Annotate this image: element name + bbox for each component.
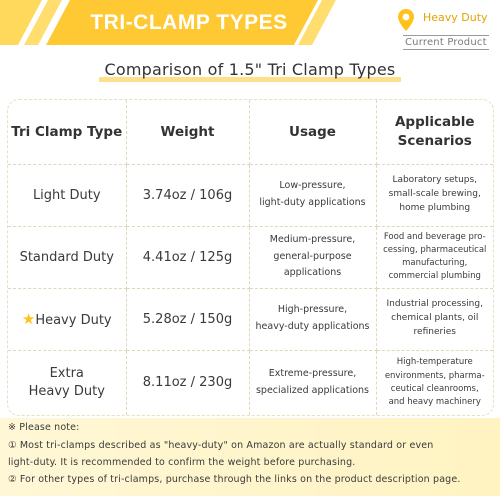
- scenario-line: environments, pharma-: [384, 370, 485, 381]
- star-icon: ★: [21, 310, 36, 328]
- page-title: Comparison of 1.5" Tri Clamp Types: [99, 60, 402, 82]
- scenario-line: manufacturing,: [402, 258, 468, 268]
- row-type-line: Extra: [49, 365, 84, 381]
- usage-line: Medium-pressure,: [269, 234, 356, 246]
- row-type: [8, 288, 126, 350]
- scenario-line: home plumbing: [399, 202, 471, 213]
- current-product-label: Current Product: [405, 37, 487, 48]
- table-header-row: [8, 100, 493, 164]
- usage-line: Extreme-pressure,: [268, 368, 357, 380]
- scenario-line: chemical plants, oil: [391, 313, 479, 324]
- table-row-extra-heavy-duty: [8, 350, 493, 415]
- row-usage: [249, 226, 376, 288]
- usage-line: heavy-duty applications: [255, 321, 370, 332]
- row-scenarios: [376, 288, 493, 350]
- scenario-line: Food and beverage pro-: [383, 231, 486, 242]
- location-pin-icon: [397, 8, 415, 36]
- comparison-table: [8, 100, 493, 415]
- scenario-line: refineries: [413, 326, 456, 337]
- row-weight: 5.28oz / 150g: [126, 288, 249, 350]
- header-type: Tri Clamp Type: [8, 100, 126, 164]
- usage-line: general-purpose: [273, 250, 352, 262]
- header-usage: Usage: [249, 100, 376, 164]
- notes-panel: [0, 418, 500, 496]
- header-scenarios-text: Applicable Scenarios: [394, 113, 475, 149]
- current-product-name: Heavy Duty: [423, 11, 488, 24]
- scenario-line: and heavy machinery: [388, 396, 481, 407]
- row-usage: [249, 288, 376, 350]
- current-product-indicator: [397, 6, 493, 50]
- row-type-label: Heavy Duty: [35, 313, 112, 328]
- usage-line: Low-pressure,: [279, 180, 346, 192]
- row-usage: [249, 350, 376, 415]
- note-item: light-duty. It is recommended to confirm the weight before purchasing.: [8, 457, 356, 468]
- usage-line: High-pressure,: [277, 304, 348, 316]
- row-weight: 3.74oz / 106g: [126, 164, 249, 226]
- scenario-line: Laboratory setups,: [392, 175, 478, 186]
- scenario-line: small-scale brewing,: [388, 189, 481, 200]
- row-type: Light Duty: [8, 164, 126, 226]
- scenario-line: Industrial processing,: [386, 299, 483, 310]
- row-scenarios: [376, 350, 493, 415]
- note-item: ① Most tri-clamps described as "heavy-duty" on Amazon are actually standard or even: [8, 440, 434, 451]
- note-item: ② For other types of tri-clamps, purchase through the links on the product description page.: [8, 474, 461, 485]
- scenario-line: ceutical cleanrooms,: [390, 383, 479, 394]
- header-scenarios: [376, 100, 493, 164]
- table-row-light-duty: [8, 164, 493, 226]
- comparison-heading: [0, 60, 500, 82]
- usage-line: specialized applications: [255, 384, 370, 396]
- row-type: [8, 350, 126, 415]
- usage-line: light-duty applications: [259, 197, 366, 208]
- comparison-table-container: [7, 99, 494, 416]
- table-row-standard-duty: [8, 226, 493, 288]
- scenario-line: cessing, pharmaceutical: [383, 244, 487, 255]
- row-usage: [249, 164, 376, 226]
- banner-title: TRI-CLAMP TYPES: [90, 11, 288, 34]
- scenario-line: commercial plumbing: [388, 271, 481, 282]
- row-scenarios: [376, 164, 493, 226]
- scenario-line: High-temperature: [396, 357, 473, 368]
- row-scenarios: [376, 226, 493, 288]
- row-weight: 4.41oz / 125g: [126, 226, 249, 288]
- row-weight: 8.11oz / 230g: [126, 350, 249, 415]
- header-weight: Weight: [126, 100, 249, 164]
- note-heading: ※ Please note:: [8, 422, 80, 433]
- row-type: Standard Duty: [8, 226, 126, 288]
- table-row-heavy-duty: [8, 288, 493, 350]
- row-type-line: Heavy Duty: [28, 383, 105, 399]
- usage-line: applications: [283, 267, 342, 279]
